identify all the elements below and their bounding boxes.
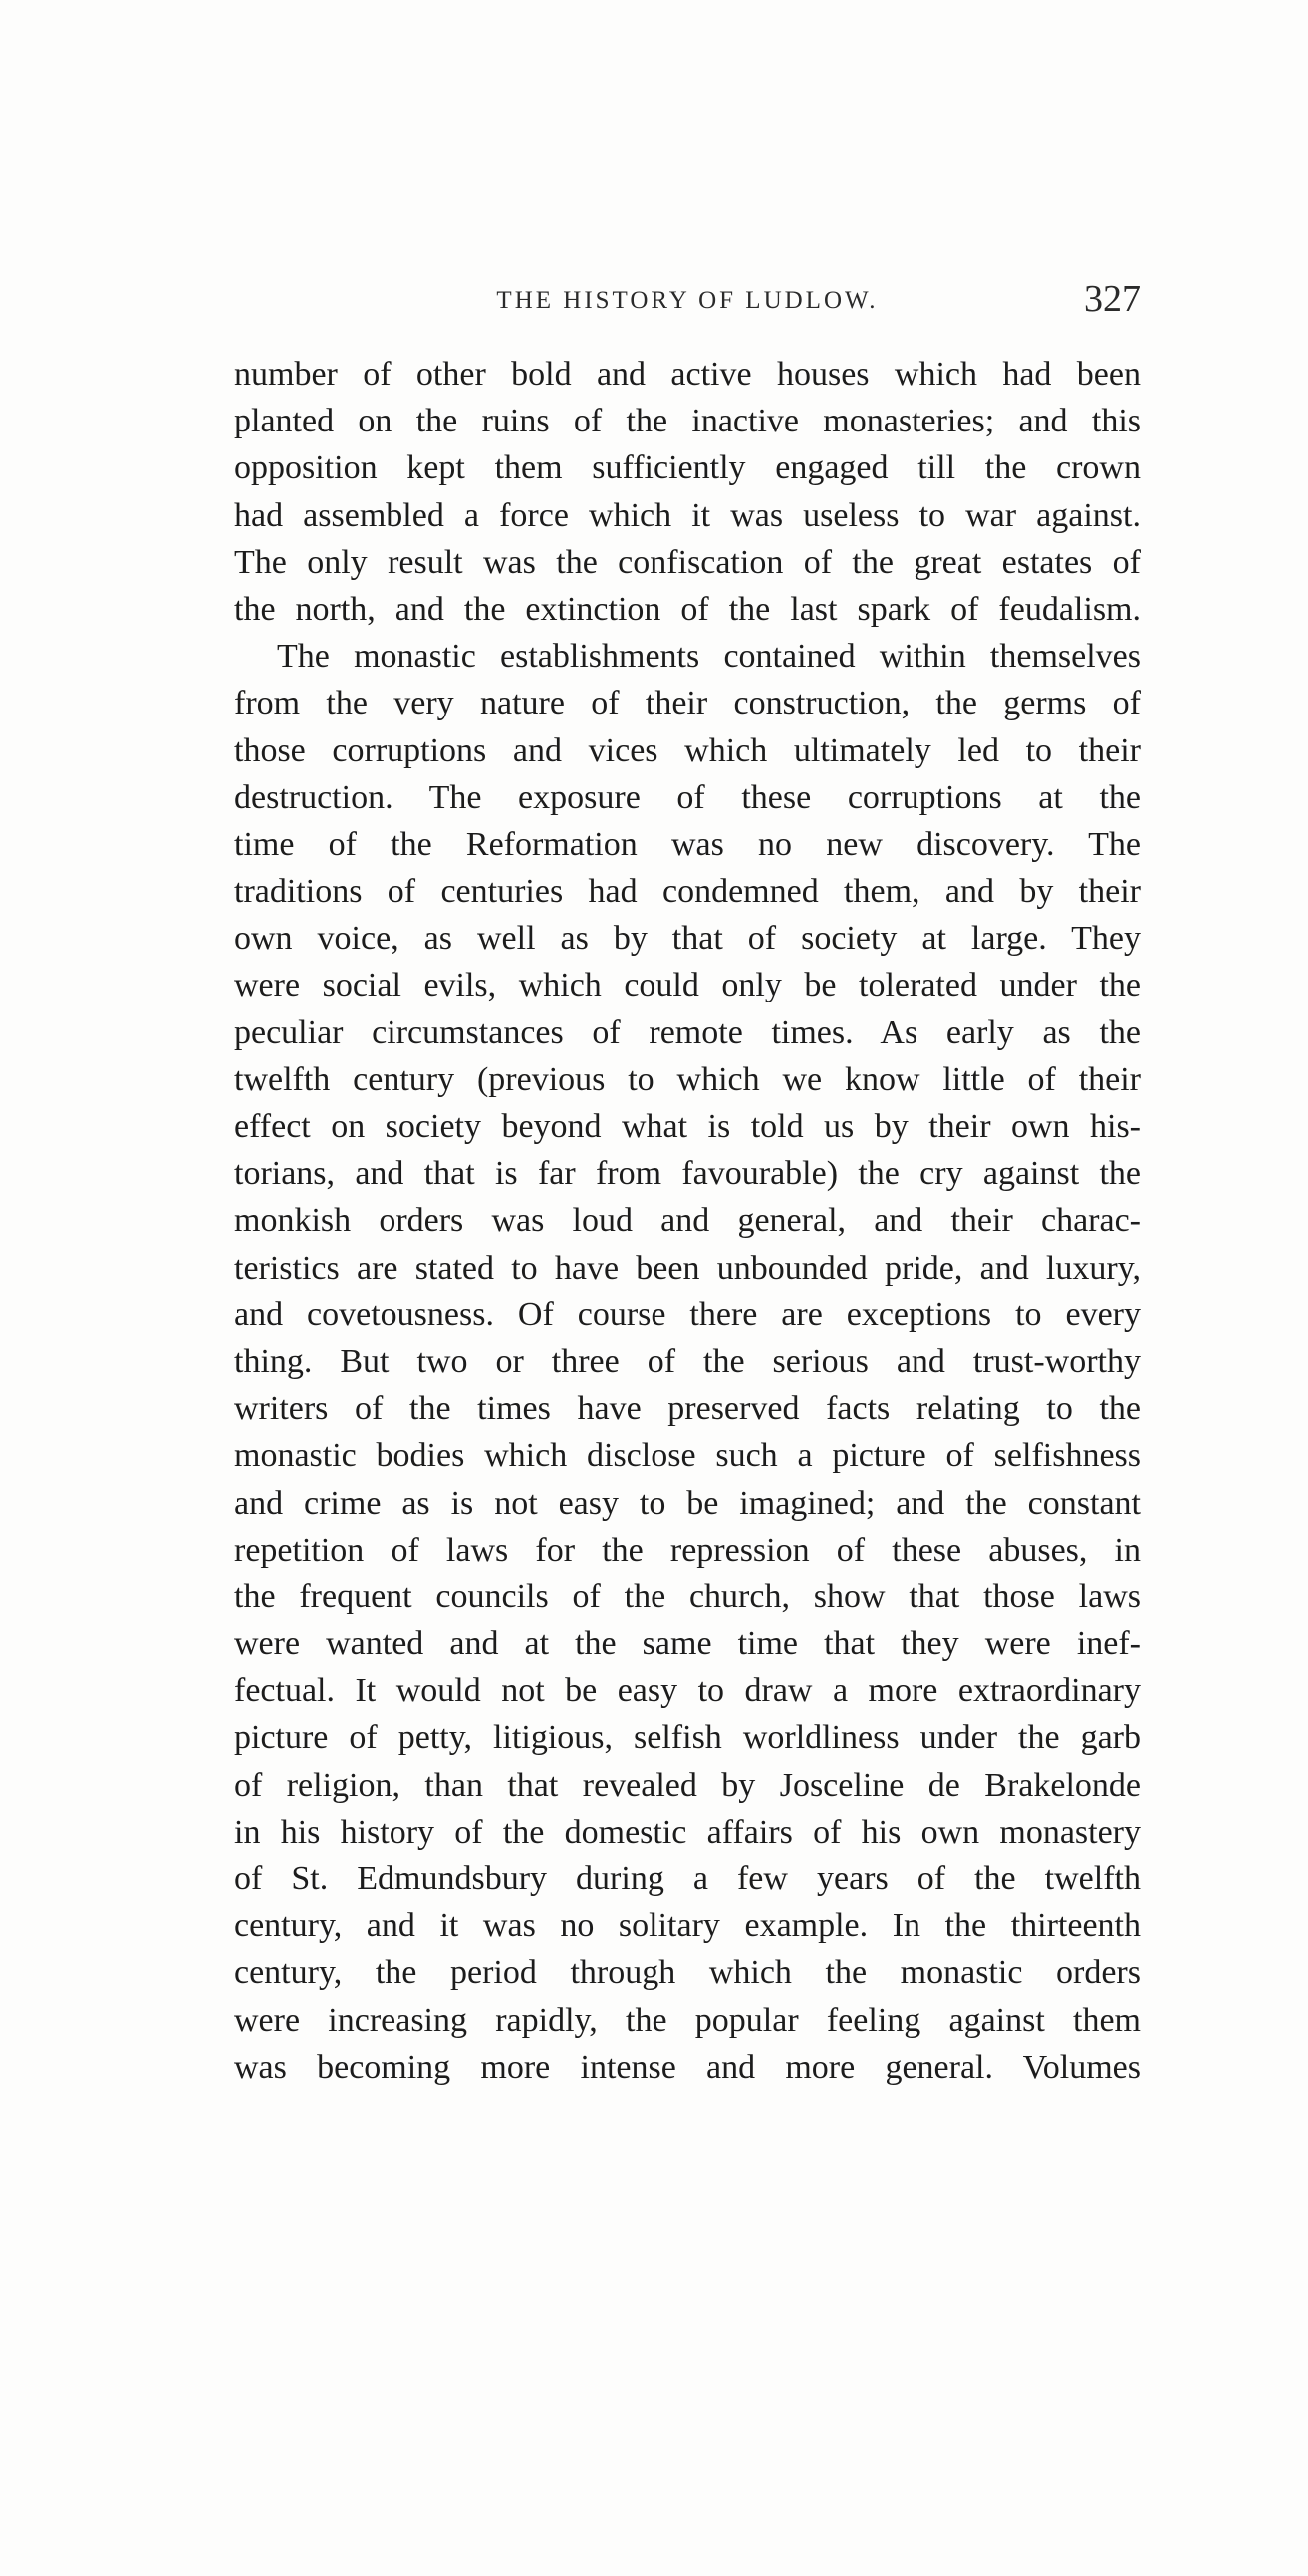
text-line: those corruptions and vices which ultimately led to their (234, 731, 1141, 769)
text-line: were increasing rapidly, the popular feeling against them (234, 2001, 1141, 2039)
text-line: twelfth century (previous to which we know little of their (234, 1060, 1141, 1098)
text-line: time of the Reformation was no new discovery. The (234, 825, 1141, 863)
text-line: torians, and that is far from favourable) the cry against the (234, 1155, 1141, 1193)
text-line: own voice, as well as by that of society at large. They (234, 920, 1141, 958)
text-line: planted on the ruins of the inactive monasteries; and this (234, 403, 1141, 440)
text-line: effect on society beyond what is told us by their own his- (234, 1108, 1141, 1145)
text-line: repetition of laws for the repression of these abuses, in (234, 1531, 1141, 1569)
text-line: peculiar circumstances of remote times. As early as the (234, 1013, 1141, 1051)
text-line: were social evils, which could only be tolerated under the (234, 967, 1141, 1004)
text-line: and covetousness. Of course there are exceptions to every (234, 1295, 1141, 1333)
text-line: the north, and the extinction of the last spark of feudalism. (234, 590, 1141, 628)
text-line: in his history of the domestic affairs of his own monastery (234, 1813, 1141, 1851)
text-line: opposition kept them sufficiently engaged till the crown (234, 449, 1141, 487)
text-line: from the very nature of their construction, the germs of (234, 685, 1141, 722)
text-line: were wanted and at the same time that they were inef- (234, 1625, 1141, 1663)
text-line: destruction. The exposure of these corruptions at the (234, 778, 1141, 816)
text-line: fectual. It would not be easy to draw a more extraordinary (234, 1672, 1141, 1710)
text-line: century, and it was no solitary example. In the thirteenth (234, 1907, 1141, 1945)
text-line: of religion, than that revealed by Josceline de Brakelonde (234, 1766, 1141, 1804)
text-line: picture of petty, litigious, selfish worldliness under the garb (234, 1719, 1141, 1757)
text-line: thing. But two or three of the serious and trust-worthy (234, 1342, 1141, 1380)
running-head (234, 277, 1141, 325)
text-line: the frequent councils of the church, show that those laws (234, 1577, 1141, 1615)
text-line: and crime as is not easy to be imagined; and the constant (234, 1484, 1141, 1522)
text-line: monastic bodies which disclose such a picture of selfishness (234, 1437, 1141, 1475)
text-line: was becoming more intense and more general. Volumes (234, 2048, 1141, 2086)
paragraph-first-line: The monastic establishments contained within themselves (277, 638, 1141, 676)
text-line: teristics are stated to have been unbounded pride, and luxury, (234, 1249, 1141, 1287)
text-line: traditions of centuries had condemned them, and by their (234, 873, 1141, 911)
running-title: THE HISTORY OF LUDLOW. (496, 287, 879, 314)
text-line: had assembled a force which it was useless to war against. (234, 496, 1141, 534)
text-line: of St. Edmundsbury during a few years of the twelfth (234, 1860, 1141, 1897)
text-line: number of other bold and active houses which had been (234, 356, 1141, 393)
text-line: writers of the times have preserved facts relating to the (234, 1390, 1141, 1428)
text-line: The only result was the confiscation of the great estates of (234, 543, 1141, 581)
page-number: 327 (1084, 278, 1141, 320)
body-text (234, 351, 1141, 2091)
text-line: century, the period through which the monastic orders (234, 1954, 1141, 1992)
text-line: monkish orders was loud and general, and their charac- (234, 1202, 1141, 1240)
